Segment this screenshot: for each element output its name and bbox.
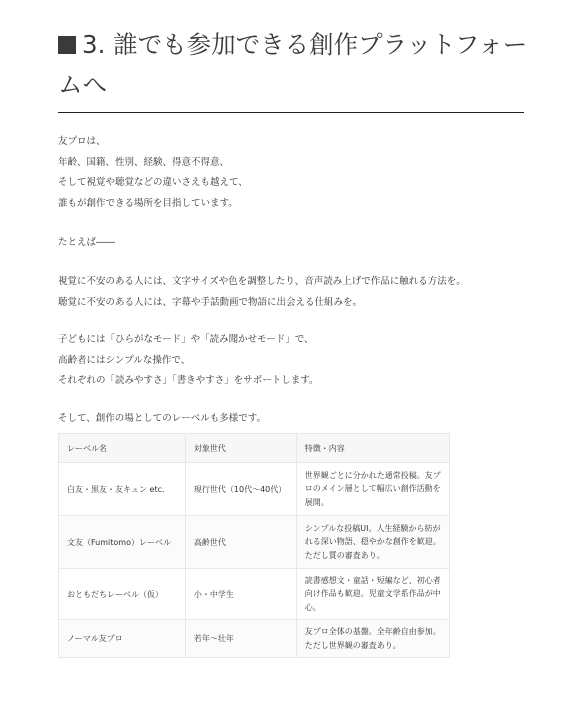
cell-label-name: 文友（Fumitomo）レーベル (59, 516, 186, 569)
modes-line: 高齢者にはシンプルな操作で、 (58, 354, 191, 366)
intro-line: 友プロは、 (58, 136, 106, 147)
table-row (59, 516, 450, 569)
table-lead-text: そして、創作の場としてのレーベルも多様です。 (58, 413, 267, 424)
accessibility-paragraph (58, 272, 466, 313)
section-heading (58, 25, 528, 105)
table-row (59, 463, 450, 516)
accessibility-line: 視覚に不安のある人には、文字サイズや色を調整したり、音声読み上げで作品に触れる方法を。 (58, 276, 466, 287)
header-features: 特徴・内容 (296, 434, 449, 463)
cell-features: 友プロ全体の基盤。全年齢自由参加。ただし世界観の審査あり。 (296, 620, 449, 658)
cell-label-name: 白友・黒友・友キュン etc. (59, 463, 186, 516)
intro-line: 誰もが創作できる場所を目指しています。 (58, 197, 238, 209)
modes-line: それぞれの「読みやすさ」「書きやすさ」をサポートします。 (58, 375, 319, 386)
example-lead-text: たとえば―― (58, 237, 116, 248)
header-label-name: レーベル名 (59, 434, 186, 463)
cell-label-name: おともだちレーベル（仮） (59, 569, 186, 620)
cell-label-name: ノーマル友プロ (59, 620, 186, 658)
example-lead (58, 233, 115, 254)
cell-features: 読書感想文・童話・短編など、初心者向け作品も歓迎。児童文学系作品が中心。 (296, 569, 449, 620)
heading-line-2: ムへ (58, 70, 107, 99)
intro-paragraph (58, 132, 248, 214)
header-target-generation: 対象世代 (185, 434, 296, 463)
cell-target-generation: 小・中学生 (185, 569, 296, 620)
table-lead (58, 409, 266, 430)
accessibility-line: 聴覚に不安のある人には、字幕や手話動画で物語に出会える仕組みを。 (58, 296, 363, 308)
table-header-row (59, 434, 450, 463)
heading-line-1: 3. 誰でも参加できる創作プラットフォー (82, 30, 528, 59)
modes-line: 子どもには「ひらがなモード」や「読み聞かせモード」で、 (58, 334, 314, 345)
intro-line: そして視覚や聴覚などの違いさえも越えて、 (58, 177, 248, 188)
table-row (59, 620, 450, 658)
table-row (59, 569, 450, 620)
label-table (58, 433, 450, 658)
intro-line: 年齢、国籍、性別、経験、得意不得意、 (58, 156, 230, 168)
cell-features: 世界観ごとに分かれた通常投稿。友プロのメイン層として幅広い創作活動を展開。 (296, 463, 449, 516)
square-bullet-icon (58, 36, 76, 54)
cell-target-generation: 若年〜壮年 (185, 620, 296, 658)
heading-divider (58, 112, 524, 113)
cell-features: シンプルな投稿UI。人生経験から紡がれる深い物語、穏やかな創作を歓迎。ただし質の審査あり。 (296, 516, 449, 569)
cell-target-generation: 現行世代（10代〜40代） (185, 463, 296, 516)
modes-paragraph (58, 330, 319, 392)
cell-target-generation: 高齢世代 (185, 516, 296, 569)
